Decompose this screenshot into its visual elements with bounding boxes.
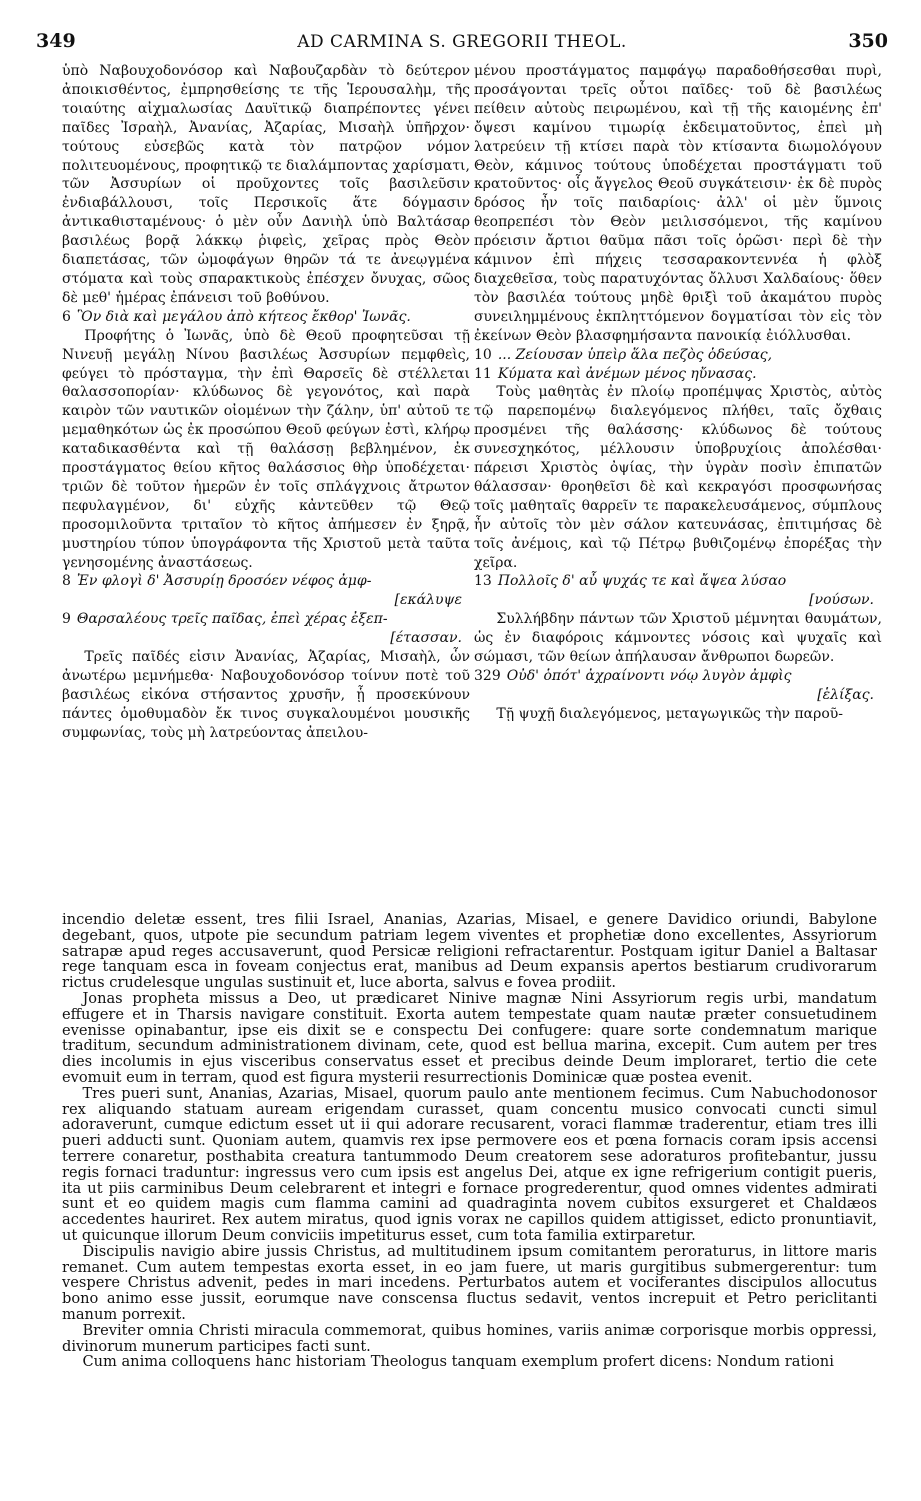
verse-continuation: [εκάλυψε [394,592,462,609]
latin-paragraph: Cum anima colloquens hanc historiam Theologus tanquam exemplum profert dicens: Nondum rationi [82,1353,834,1371]
verse-number: 11 [474,365,492,382]
greek-paragraph: Συλλήβδην πάντων τῶν Χριστοῦ μέμνηται θαυμάτων, ὡς ἐν διαφόροις κάμνοντες νόσοις καὶ ψυχαῖς καὶ σώμασι, τῶν θείων ἀπήλαυσαν ἄνθρωποι δωρεῶν. [474,611,882,666]
greek-paragraph: Τῇ ψυχῇ διαλεγόμενος, μεταγωγικῶς τὴν παροῦ- [496,705,843,722]
running-title: AD CARMINA S. GREGORII THEOL. [297,32,627,52]
greek-paragraph: μένου προστάγματος παμφάγῳ παραδοθήσεσθαι πυρὶ, προσάγονται τρεῖς οὗτοι παῖδες· τοῦ δὲ βασιλέως πείθειν αὐτοὺς πειρωμένου, καὶ τῇ τῆς καιομένης ἐπ' ὄψεσι καμίνου τιμωρίᾳ ἐκδειματοῦντος, ἐπεὶ μὴ λατρεύειν τῇ κτίσει παρὰ τὸν κτίσαντα διωμολόγουν Θεὸν, κάμινος τούτους ὑποδέχεται προστάγματι τοῦ κρατοῦντος· οἷς ἄγγελος Θεοῦ συγκάτεισιν· ἐκ δὲ πυρὸς δρόσος ἦν τοῖς παιδαρίοις· ἀλλ' οἱ μὲν ὕμνοις θεοπρεπέσι τὸν Θεὸν μειλισσόμενοι, τῆς καμίνου πρόεισιν ἄρτιοι θαῦμα πᾶσι τοῖς ὁρῶσι· περὶ δὲ τὴν κάμινον ἐπὶ πήχεις τεσσαρακοντεννέα ἡ φλὸξ διαχεθεῖσα, τοὺς παρατυχόντας ὄλλυσι Χαλδαίους· ὅθεν τὸν βασιλέα τούτους μηδὲ θριξὶ τοῦ ἀκαμάτου πυρὸς συνειλημμένους ἐκπληττόμενον δογματίσαι τὸν εἰς τὸν ἐκείνων Θεὸν βλασφημήσαντα πανοικίᾳ ἐιόλλυσθαι. [474,63,882,344]
verse-line [474,667,882,686]
verse-line [474,346,882,365]
greek-paragraph: Τρεῖς παῖδές εἰσιν Ἀνανίας, Ἀζαρίας, Μισαὴλ, ὧν ἀνωτέρω μεμνήμεθα· Ναβουχοδονόσορ τοίνυν ποτὲ τοῦ βασιλέως εἰκόνα στήσαντος χρυσῆν, ᾗ προσεκύνουν πάντες ὁμοθυμαδὸν ἔκ τινος συγκαλουμένοι μουσικῆς συμφωνίας, τοὺς μὴ λατρεύοντας ἀπειλου- [62,649,470,741]
greek-paragraph: Τοὺς μαθητὰς ἐν πλοίῳ προπέμψας Χριστὸς, αὐτὸς τῷ παρεπομένῳ διαλεγόμενος πλήθει, ταῖς ὄχθαις προσμένει τῆς θαλάσσης· κλύδωνος δὲ τούτους συνεσχηκότος, μέλλουσιν ὑποβρυχίοις ἀπολέσθαι· πάρεισι Χριστὸς ὀψίας, τὴν ὑγρὰν ποσὶν ἐπιπατῶν θάλασσαν· θροηθεῖσι δὲ καὶ κεκραγόσι προσφωνήσας τοῖς μαθηταῖς θαρρεῖν τε παρακελευσάμενος, σύμπλους ἦν αὐτοῖς τὸν μὲν σάλον κατευνάσας, ἐπιτιμήσας δὲ τοῖς ἀνέμοις, καὶ τῷ Πέτρῳ βυθιζομένῳ ἐπορέξας τὴν χεῖρα. [474,384,882,571]
verse-continuation: [νούσων. [809,592,874,609]
page-number-left: 349 [36,30,76,52]
verse-text: Ὃν διὰ καὶ μεγάλου ἀπὸ κήτεος ἔκθορ' Ἰωνᾶς. [76,308,411,325]
verse-continuation: [ἑλίξας. [817,686,874,703]
latin-paragraph: Tres pueri sunt, Ananias, Azarias, Misael, quorum paulo ante mentionem fecimus. Cum Nabuchodonosor rex aliquando statuam auream erigendam curasset, quam concentu musico convocati cuncti simul adoraverunt, cumque edictum esset ut ii qui adorare recusarent, voraci flammæ traderentur, etiam tres illi pueri adducti sunt. Quoniam autem, quamvis rex ipse permovere eos et pœna fornacis coram ipsis accensi terrere conaretur, posthabita creatura tantummodo Deum creatorem sese adoraturos profitebantur, jussu regis fornaci traduntur: ingressus vero cum ipsis est angelus Dei, atque ex igne refrigerium contigit pueris, ita ut piis carminibus Deum celebrarent et integri e fornace progrederentur, quod omnes videntes admirati sunt et eo quidem magis cum flamma camini ad quadraginta novem cubitos exsurgeret et Chaldæos accedentes hauriret. Rex autem miratus, quod ignis vorax ne capillos quidem attigisset, edicto pronuntiavit, ut quicunque illorum Deum conviciis impetiturus esset, cum tota familia extirparetur. [62,1084,877,1244]
verse-text: Κύματα καὶ ἀνέμων μένος ηὔνασας. [497,365,757,382]
verse-line [62,610,470,629]
verse-text: Πολλοῖς δ' αὖ ψυχάς τε καὶ ἄψεα λύσαο [497,573,787,590]
latin-translation [62,912,877,1370]
verse-number: 8 [62,573,71,590]
verse-text: ... Ζείουσαν ὑπεὶρ ἅλα πεζὸς ὁδεύσας, [497,346,773,363]
verse-number: 329 [474,668,501,684]
verse-number: 6 [62,308,71,325]
page-header [36,30,888,58]
greek-column-left [62,62,470,743]
page-number-right: 350 [848,30,888,52]
verse-line [62,572,470,591]
verse-number: 10 [474,346,492,363]
latin-paragraph: Jonas propheta missus a Deo, ut prædicaret Ninive magnæ Nini Assyriorum regis urbi, mandatum effugere et in Tharsis navigare constituit. Exorta autem tempestate quam nautæ præter consuetudinem evenisse opinabantur, ipse eis dixit se e conspectu Dei confugere: quare sorte condemnatum marique traditum, secundum administrationem divinam, cete, quod est bellua marina, excepit. Cum autem per tres dies incolumis in ejus visceribus conservatus esset et precibus deinde Deum imploraret, tertio die cete evomuit eum in terram, quod est figura mysterii resurrectionis Dominicæ quæ postea evenit. [62,989,877,1086]
verse-number: 9 [62,611,71,628]
verse-number: 13 [474,573,492,590]
greek-paragraph: Προφήτης ὁ Ἰωνᾶς, ὑπὸ δὲ Θεοῦ προφητεῦσαι τῇ Νινευῇ μεγάλῃ Νίνου βασιλέως Ἀσσυρίων πεμφθεὶς, φεύγει τὸ πρόσταγμα, τὴν ἐπὶ Θαρσεῖς δὲ στέλλεται θαλασσοπορίαν· κλύδωνος δὲ γεγονότος, καὶ παρὰ καιρὸν τῶν ναυτικῶν οἰομένων τὴν ζάλην, ὑπ' αὐτοῦ τε μεμαθηκότων ὡς ἐκ προσώπου Θεοῦ φεύγων ἐστὶ, κλήρῳ καταδικασθέντα καὶ τῇ θαλάσσῃ βεβλημένον, ἐκ προστάγματος θείου κῆτος θαλάσσιος θὴρ ὑποδέχεται· τριῶν δὲ τοῦτον ἡμερῶν ἐν τοῖς σπλάγχνοις ἄτρωτον πεφυλαγμένον, δι' εὐχῆς κἀντεῦθεν τῷ Θεῷ προσομιλοῦντα τριταῖον τὸ κῆτος ἀπήμεσεν ἐν ξηρᾷ, μυστηρίου τύπον ὑπογράφοντα τῆς Χριστοῦ μετὰ ταῦτα γενησομένης ἀναστάσεως. [62,327,470,571]
verse-continuation: [έτασσαν. [390,630,462,647]
latin-paragraph: incendio deletæ essent, tres filii Israel, Ananias, Azarias, Misael, e genere Davidico oriundi, Babylone degebant, quos, utpote pie secundum patriam legem viventes et prophetiæ dono excellentes, Assyriorum satrapæ apud reges accusaverunt, quod Persicæ religioni refractarentur. Postquam igitur Daniel a Baltasar rege tanquam esca in foveam conjectus erat, manibus ad Deum expansis apertos bestiarum crudivorarum rictus crudelesque ungulas sustinuit et, luce aborta, salvus e fovea prodiit. [62,911,877,992]
latin-paragraph: Discipulis navigio abire jussis Christus, ad multitudinem ipsum comitantem peroraturus, in littore maris remanet. Cum autem tempestas exorta esset, in eo jam fuere, ut maris gurgitibus submergerentur: tum vespere Christus advenit, pedes in mari incedens. Perturbatos autem et vociferantes discipulos allocutus bono animo esse jussit, eorumque nave conscensa fluctus sedavit, ventos increpuit et Petro periclitanti manum porrexit. [62,1242,877,1323]
greek-paragraph: ὑπὸ Ναβουχοδονόσορ καὶ Ναβουζαρδὰν τὸ δεύτερον ἀποικισθέντος, ἐμπρησθείσης τε τῆς Ἱερουσαλὴμ, τῆς τοιαύτης αἰχμαλωσίας Δαυϊτικῷ διαπρέποντες γένει παῖδες Ἰσραὴλ, Ἀνανίας, Ἀζαρίας, Μισαὴλ ὑπῆρχον· τούτους εὐσεβῶς κατὰ τὸν πατρῷον νόμον πολιτευομένους, προφητικῷ τε διαλάμποντας χαρίσματι, τῶν Ἀσσυρίων οἱ προῦχοντες τοῖς βασιλεῦσιν ἐνδιαβάλλουσι, τοῖς Περσικοῖς ἅτε δόγμασιν ἀντικαθισταμένους· ὁ μὲν οὖν Δανιὴλ ὑπὸ Βαλτάσαρ βασιλέως βορᾷ λάκκῳ ῥιφεὶς, χεῖρας πρὸς Θεὸν διαπετάσας, τῶν ὠμοφάγων θηρῶν τά τε ἀνεῳγμένα στόματα καὶ τοὺς σπαρακτικοὺς ἐπέσχεν ὄνυχας, σῶος δὲ μεθ' ἡμέρας ἐπάνεισι τοῦ βοθύνου. [62,63,470,306]
latin-paragraph: Breviter omnia Christi miracula commemorat, quibus homines, variis animæ corporisque morbis oppressi, divinorum munerum participes facti sunt. [62,1321,877,1355]
verse-text: Ἐν φλογὶ δ' Ἀσσυρίῃ δροσόεν νέφος ἀμφ- [76,573,372,590]
verse-line [474,365,882,384]
verse-text: Θαρσαλέους τρεῖς παῖδας, ἐπεὶ χέρας ἐξεπ- [76,611,388,628]
verse-line [62,308,470,327]
verse-line [474,572,882,591]
verse-text: Οὐδ' ὁπότ' ἀχραίνοντι νόῳ λυγὸν ἀμφὶς [506,668,792,684]
greek-column-right [474,62,882,724]
